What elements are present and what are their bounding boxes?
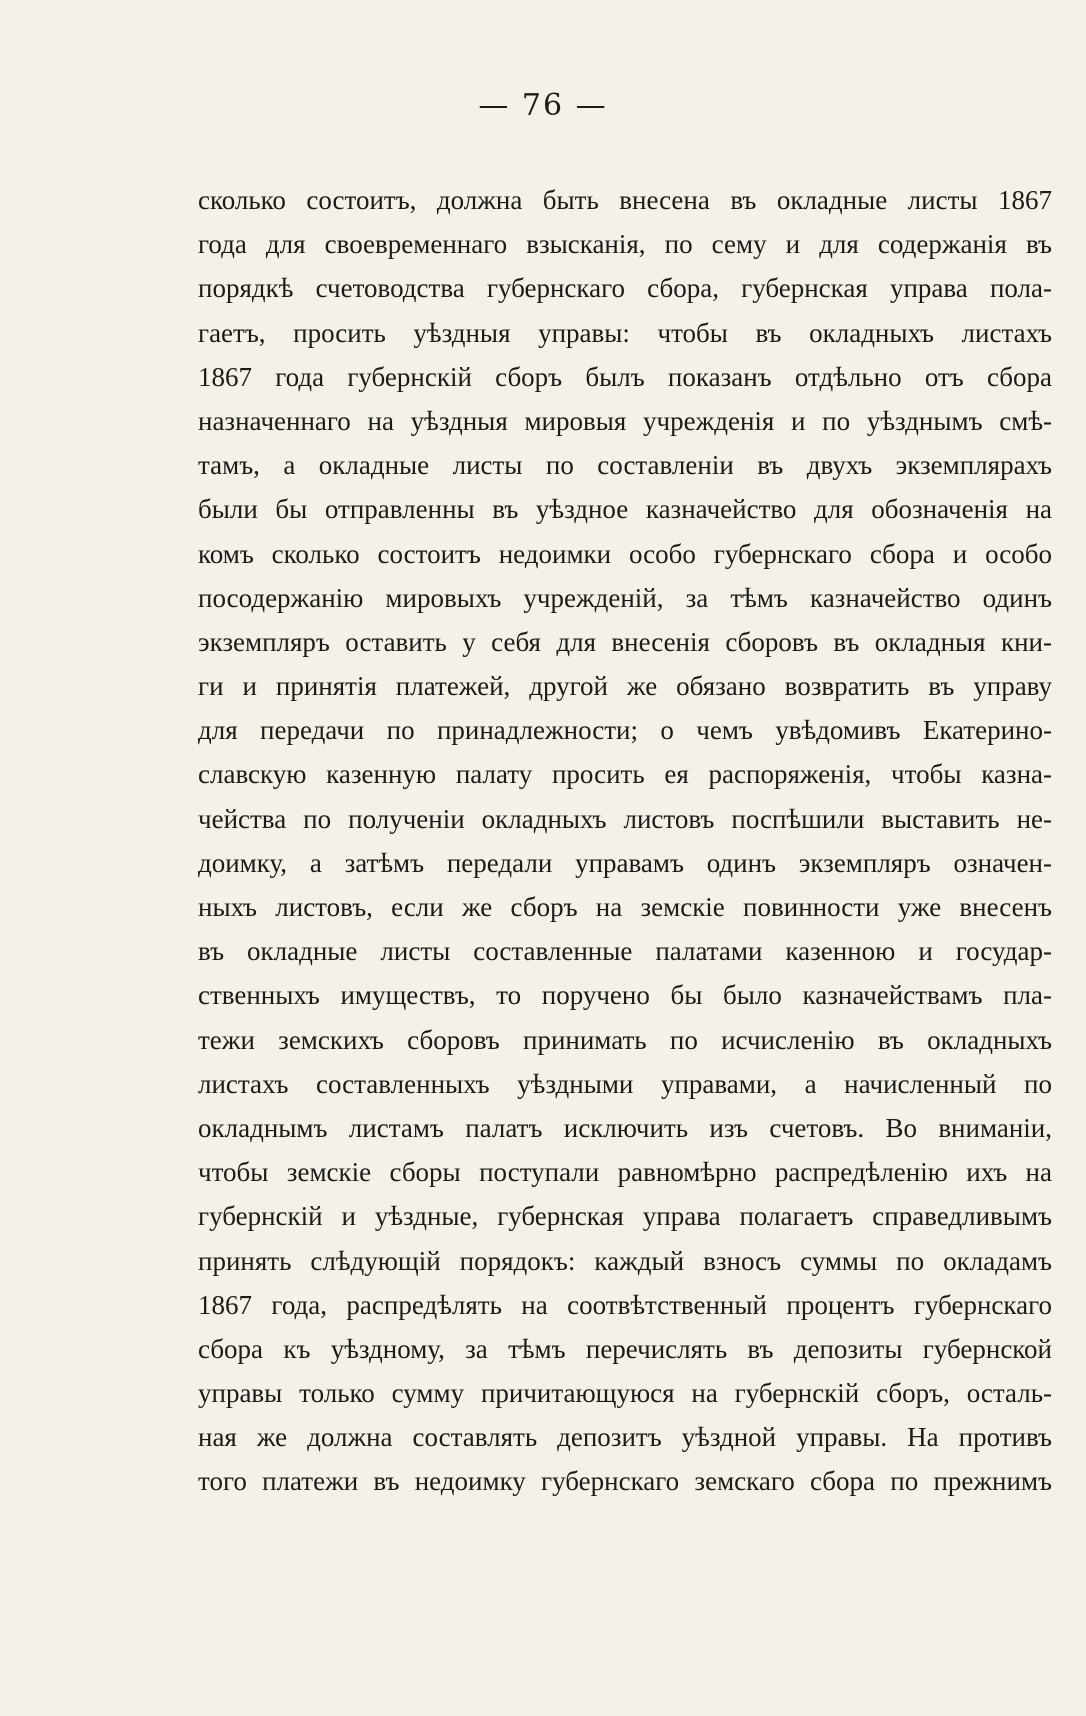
text-line: губернскій и уѣздные, губернская управа полагаетъ справедливымъ (198, 1201, 1052, 1232)
text-line: ственныхъ имуществъ, то поручено бы было казначействамъ пла- (198, 980, 1052, 1011)
text-line: ги и принятія платежей, другой же обязано возвратить въ управу (198, 671, 1052, 702)
text-line: въ окладные листы составленные палатами казенною и государ- (198, 936, 1052, 967)
text-line: ная же должна составлять депозитъ уѣздной управы. На противъ (198, 1422, 1052, 1453)
text-line: чтобы земскіе сборы поступали равномѣрно распредѣленію ихъ на (198, 1157, 1052, 1188)
text-line: ныхъ листовъ, если же сборъ на земскіе повинности уже внесенъ (198, 892, 1052, 922)
text-line: листахъ составленныхъ уѣздными управами, а начисленный по (198, 1068, 1052, 1099)
text-line: комъ сколько состоитъ недоимки особо губернскаго сбора и особо (198, 538, 1052, 569)
text-line: принять слѣдующій порядокъ: каждый взносъ суммы по окладамъ (198, 1245, 1052, 1276)
text-line: были бы отправленны въ уѣздное казначейство для обозначенія на (198, 494, 1052, 525)
text-line: сколько состоитъ, должна быть внесена въ окладные листы 1867 (198, 185, 1052, 215)
text-line: 1867 года губернскій сборъ былъ показанъ отдѣльно отъ сбора (198, 361, 1052, 392)
text-line: порядкѣ счетоводства губернскаго сбора, губернская управа пола- (198, 273, 1052, 304)
text-line: посодержанію мировыхъ учрежденій, за тѣмъ казначейство одинъ (198, 582, 1052, 613)
text-line: для передачи по принадлежности; о чемъ увѣдомивъ Екатерино- (198, 715, 1052, 746)
text-line: чейства по полученіи окладныхъ листовъ поспѣшили выставить не- (198, 803, 1052, 834)
text-line: того платежи въ недоимку губернскаго земскаго сбора по прежнимъ (198, 1466, 1052, 1497)
text-line: управы только сумму причитающуюся на губернскій сборъ, осталь- (198, 1378, 1052, 1409)
text-line: окладнымъ листамъ палатъ исключить изъ счетовъ. Во вниманіи, (198, 1112, 1052, 1143)
body-text (198, 178, 1052, 1504)
page-number: — 76 — (478, 88, 608, 123)
text-line: экземпляръ оставить у себя для внесенія сборовъ въ окладныя кни- (198, 626, 1052, 657)
text-line: года для своевременнаго взысканія, по сему и для содержанія въ (198, 229, 1052, 260)
text-line: тамъ, а окладные листы по составленіи въ двухъ экземплярахъ (198, 450, 1052, 481)
text-line: 1867 года, распредѣлять на соотвѣтственный процентъ губернскаго (198, 1289, 1052, 1320)
text-line: сбора къ уѣздному, за тѣмъ перечислять въ депозиты губернской (198, 1333, 1052, 1364)
text-line: славскую казенную палату просить ея распоряженія, чтобы казна- (198, 759, 1052, 790)
text-line: доимку, а затѣмъ передали управамъ одинъ экземпляръ означен- (198, 847, 1052, 878)
text-line: гаетъ, просить уѣздныя управы: чтобы въ окладныхъ листахъ (198, 317, 1052, 348)
text-line: тежи земскихъ сборовъ принимать по исчисленію въ окладныхъ (198, 1024, 1052, 1055)
text-line: назначеннаго на уѣздныя мировыя учрежденія и по уѣзднымъ смѣ- (198, 405, 1052, 436)
